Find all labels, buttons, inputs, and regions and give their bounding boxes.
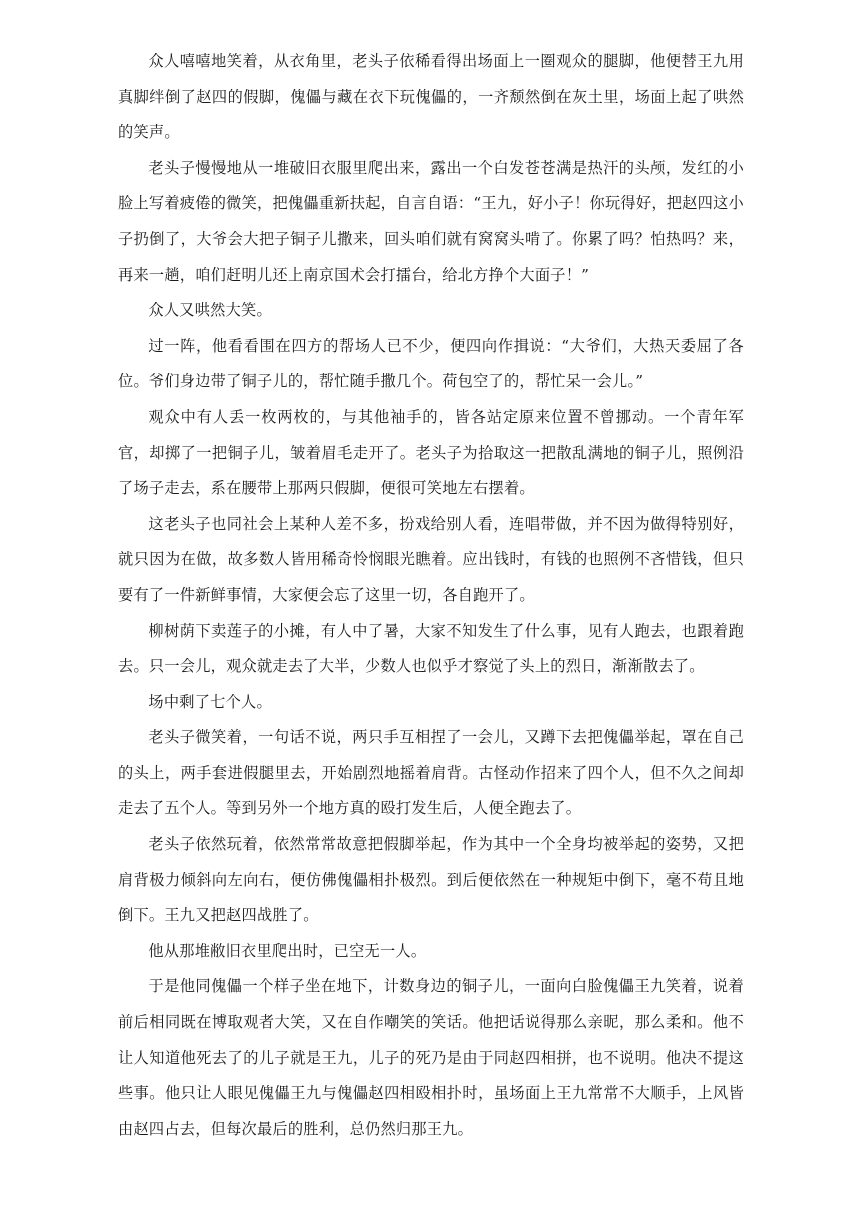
paragraph-4: 过一阵，他看看围在四方的帮场人已不少，便四向作揖说：“大爷们，大热天委屈了各位。爷们身边带了铜子儿的，帮忙随手撒几个。荷包空了的，帮忙呆一会儿。” <box>118 336 744 391</box>
paragraph-8: 场中剩了七个人。 <box>148 692 272 711</box>
paragraph-3: 众人又哄然大笑。 <box>148 301 272 320</box>
paragraph-9: 老头子微笑着，一句话不说，两只手互相捏了一会儿，又蹲下去把傀儡举起，罩在自己的头上，两手套进假腿里去，开始剧烈地摇着肩背。古怪动作招来了四个人，但不久之间却走去了五个人。等到另外一个地方真的殴打发生后，人便全跑去了。 <box>118 728 744 818</box>
paragraph-5: 观众中有人丢一枚两枚的，与其他袖手的，皆各站定原来位置不曾挪动。一个青年军官，却掷了一把铜子儿，皱着眉毛走开了。老头子为拾取这一把散乱满地的铜子儿，照例沿了场子走去，系在腰带上那两只假脚，便很可笑地左右摆着。 <box>118 407 744 498</box>
document-body <box>118 44 744 1147</box>
paragraph-6: 这老头子也同社会上某种人差不多，扮戏给别人看，连唱带做，并不因为做得特别好，就只因为在做，故多数人皆用稀奇怜悯眼光瞧着。应出钱时，有钱的也照例不吝惜钱，但只要有了一件新鲜事情，大家便会忘了这里一切，各自跑开了。 <box>118 514 744 604</box>
paragraph-10: 老头子依然玩着，依然常常故意把假脚举起，作为其中一个全身均被举起的姿势，又把肩背极力倾斜向左向右，便仿佛傀儡相扑极烈。到后便依然在一种规矩中倒下，毫不苟且地倒下。王九又把赵四战胜了。 <box>118 835 744 925</box>
paragraph-1: 众人嘻嘻地笑着，从衣角里，老头子依稀看得出场面上一圈观众的腿脚，他便替王九用真脚绊倒了赵四的假脚，傀儡与藏在衣下玩傀儡的，一齐颓然倒在灰土里，场面上起了哄然的笑声。 <box>118 52 744 142</box>
paragraph-2: 老头子慢慢地从一堆破旧衣服里爬出来，露出一个白发苍苍满是热汗的头颅，发红的小脸上写着疲倦的微笑，把傀儡重新扶起，自言自语：“王九，好小子！你玩得好，把赵四这小子扔倒了，大爷会大把子铜子儿撒来，回头咱们就有窝窝头啃了。你累了吗？怕热吗？来，再来一趟，咱们赶明儿还上南京国术会打擂台，给北方挣个大面子！” <box>118 158 744 284</box>
paragraph-11: 他从那堆敝旧衣里爬出时，已空无一人。 <box>148 941 427 960</box>
paragraph-12: 于是他同傀儡一个样子坐在地下，计数身边的铜子儿，一面向白脸傀儡王九笑着，说着前后相同既在博取观者大笑，又在自作嘲笑的笑话。他把话说得那么亲昵，那么柔和。他不让人知道他死去了的儿子就是王九，儿子的死乃是由于同赵四相拼，也不说明。他决不提这些事。他只让人眼见傀儡王九与傀儡赵四相殴相扑时，虽场面上王九常常不大顺手，上风皆由赵四占去，但每次最后的胜利，总仍然归那王九。 <box>118 977 744 1138</box>
paragraph-7: 柳树荫下卖莲子的小摊，有人中了暑，大家不知发生了什么事，见有人跑去，也跟着跑去。只一会儿，观众就走去了大半，少数人也似乎才察觉了头上的烈日，渐渐散去了。 <box>118 621 744 676</box>
